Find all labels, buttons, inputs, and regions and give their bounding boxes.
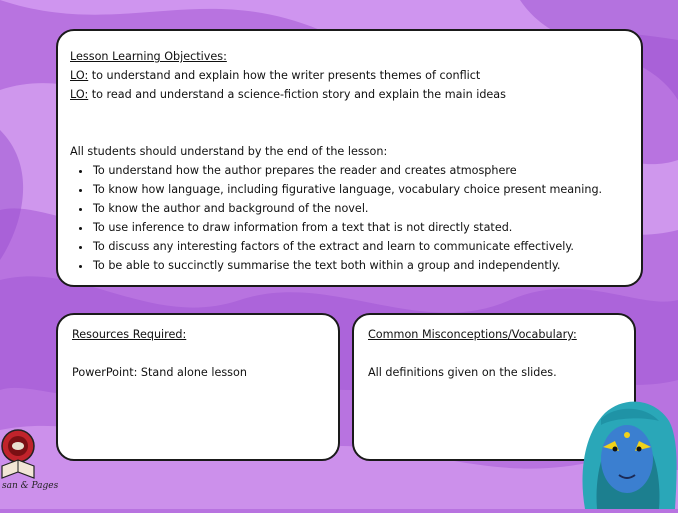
- objective-line: [70, 66, 629, 85]
- list-item: • To be able to succinctly summarise the text both within a group and independently.: [92, 256, 629, 275]
- objectives-panel: [56, 29, 643, 287]
- resources-heading: Resources Required:: [72, 328, 187, 341]
- lo-prefix: LO:: [70, 69, 89, 82]
- misconceptions-heading: Common Misconceptions/Vocabulary:: [368, 328, 577, 341]
- list-item: • To use inference to draw information from a text that is not directly stated.: [92, 218, 629, 237]
- objective-text: to read and understand a science-fiction story and explain the main ideas: [88, 88, 506, 101]
- resources-panel: [56, 313, 340, 461]
- list-item: • To know how language, including figurative language, vocabulary choice present meaning.: [92, 180, 629, 199]
- list-item: • To know the author and background of the novel.: [92, 199, 629, 218]
- list-item: • To discuss any interesting factors of the extract and learn to communicate effectively.: [92, 237, 629, 256]
- resources-text: PowerPoint: Stand alone lesson: [72, 366, 247, 379]
- logo-text: san & Pages: [2, 481, 59, 491]
- list-item: • To understand how the author prepares the reader and creates atmosphere: [92, 161, 629, 180]
- misconceptions-text: All definitions given on the slides.: [368, 366, 557, 379]
- blue-character-icon: [575, 395, 678, 509]
- lo-prefix: LO:: [70, 88, 89, 101]
- objective-line: [70, 85, 629, 104]
- objective-text: to understand and explain how the writer presents themes of conflict: [88, 69, 481, 82]
- outcomes-intro: All students should understand by the end of the lesson:: [70, 145, 388, 158]
- outcomes-list: [70, 161, 629, 275]
- objectives-heading: Lesson Learning Objectives:: [70, 50, 227, 63]
